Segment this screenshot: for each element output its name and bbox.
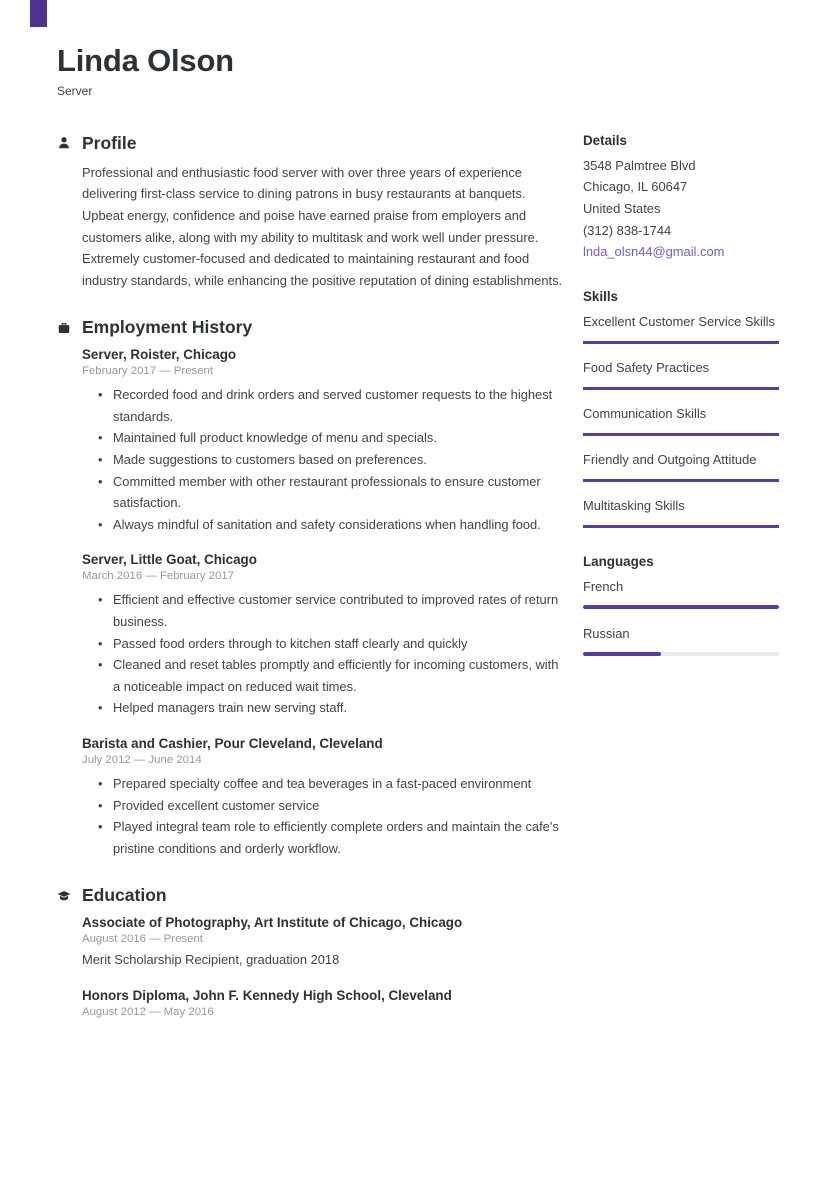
resume-header xyxy=(57,44,779,98)
skill-item: Multitasking Skills xyxy=(583,495,779,528)
job-list xyxy=(57,347,566,859)
job-bullets xyxy=(82,589,566,719)
education-list xyxy=(57,915,566,1018)
job-title: Server, Roister, Chicago xyxy=(82,347,237,363)
language-name: French xyxy=(583,578,624,594)
bullet-item: • Prepared specialty coffee and tea beverages in a fast-paced environment xyxy=(113,773,566,795)
job-dates: March 2016 — February 2017 xyxy=(82,570,234,583)
skills-heading: Skills xyxy=(583,288,618,304)
profile-section-head xyxy=(57,133,566,154)
profile-text: Professional and enthusiastic food server with over three years of experience delivering first-class service to dining patrons in busy restaurants at banquets. Upbeat energy, confidence and poise have earned praise from employers and customers alike, along with my ability to multitask and work well under pressure. Extremely customer-focused and dedicated to maintaining restaurant and food industry standards, while enhancing the positive reputation of dining establishments. xyxy=(82,164,563,288)
language-level-track xyxy=(583,605,779,609)
content-columns xyxy=(57,133,779,1018)
job-dates: February 2017 — Present xyxy=(82,365,214,378)
skill-item: Food Safety Practices xyxy=(583,357,779,390)
employment-section xyxy=(57,317,566,859)
language-level-track xyxy=(583,652,779,656)
person-icon xyxy=(57,136,71,150)
education-title: Associate of Photography, Art Institute of Chicago, Chicago xyxy=(82,915,463,931)
bullet-item: • Helped managers train new serving staff. xyxy=(113,697,566,719)
sidebar xyxy=(583,133,779,1018)
education-heading: Education xyxy=(82,885,167,906)
bullet-item: • Efficient and effective customer service contributed to improved rates of return business. xyxy=(113,589,566,632)
job-entry xyxy=(82,736,566,859)
profile-heading: Profile xyxy=(82,132,137,153)
skill-item: Excellent Customer Service Skills xyxy=(583,311,779,344)
graduation-cap-icon xyxy=(57,889,71,903)
details-line: Chicago, IL 60647 xyxy=(583,179,688,195)
languages-heading: Languages xyxy=(583,553,654,569)
bullet-item: • Always mindful of sanitation and safety considerations when handling food. xyxy=(113,514,566,536)
education-entry xyxy=(82,915,566,971)
education-section-head xyxy=(57,885,566,906)
job-title: Server, Little Goat, Chicago xyxy=(82,552,257,568)
employment-section-head xyxy=(57,317,566,338)
education-dates: August 2012 — May 2016 xyxy=(82,1005,214,1018)
education-entry xyxy=(82,988,566,1018)
language-level-fill xyxy=(583,605,779,609)
details-lines xyxy=(583,155,779,241)
bullet-item: • Passed food orders through to kitchen staff clearly and quickly xyxy=(113,633,566,655)
bullet-item: • Maintained full product knowledge of menu and specials. xyxy=(113,427,566,449)
language-item xyxy=(583,623,779,656)
bullet-item: • Made suggestions to customers based on preferences. xyxy=(113,449,566,471)
briefcase-icon xyxy=(57,321,71,335)
job-entry xyxy=(82,552,566,719)
education-title: Honors Diploma, John F. Kennedy High School, Cleveland xyxy=(82,987,452,1003)
details-line: United States xyxy=(583,200,661,216)
skill-item: Communication Skills xyxy=(583,403,779,436)
education-description: Merit Scholarship Recipient, graduation 2018 xyxy=(82,952,340,968)
education-section xyxy=(57,885,566,1018)
profile-section xyxy=(57,133,566,292)
bullet-item: • Recorded food and drink orders and served customer requests to the highest standards. xyxy=(113,384,566,427)
email-link[interactable]: lnda_olsn44@gmail.com xyxy=(583,244,725,260)
main-column xyxy=(57,133,566,1018)
person-name: Linda Olson xyxy=(57,43,234,78)
job-entry xyxy=(82,347,566,535)
bullet-item: • Committed member with other restaurant professionals to ensure customer satisfaction. xyxy=(113,471,566,514)
language-level-fill xyxy=(583,652,661,656)
details-line: 3548 Palmtree Blvd xyxy=(583,157,696,173)
languages-section xyxy=(583,554,779,656)
details-line: (312) 838-1744 xyxy=(583,222,672,238)
employment-heading: Employment History xyxy=(82,317,253,338)
job-bullets xyxy=(82,773,566,859)
details-heading: Details xyxy=(583,132,627,148)
job-title: Barista and Cashier, Pour Cleveland, Cleveland xyxy=(82,736,383,751)
skills-list xyxy=(583,311,779,528)
person-role: Server xyxy=(57,83,93,98)
details-section xyxy=(583,133,779,263)
language-name: Russian xyxy=(583,625,630,641)
bullet-item: • Played integral team role to efficiently complete orders and maintain the cafe's pristine conditions and orderly workflow. xyxy=(113,816,566,859)
skills-section xyxy=(583,289,779,528)
bullet-item: • Cleaned and reset tables promptly and efficiently for incoming customers, with a noticeable impact on reduced wait times. xyxy=(113,654,566,697)
job-bullets xyxy=(82,384,566,535)
skill-item: Friendly and Outgoing Attitude xyxy=(583,449,779,482)
job-dates: July 2012 — June 2014 xyxy=(82,754,202,766)
education-dates: August 2016 — Present xyxy=(82,933,203,946)
bullet-item: • Provided excellent customer service xyxy=(113,795,566,817)
languages-list xyxy=(583,576,779,656)
language-item xyxy=(583,576,779,609)
accent-corner-tab xyxy=(30,0,47,27)
